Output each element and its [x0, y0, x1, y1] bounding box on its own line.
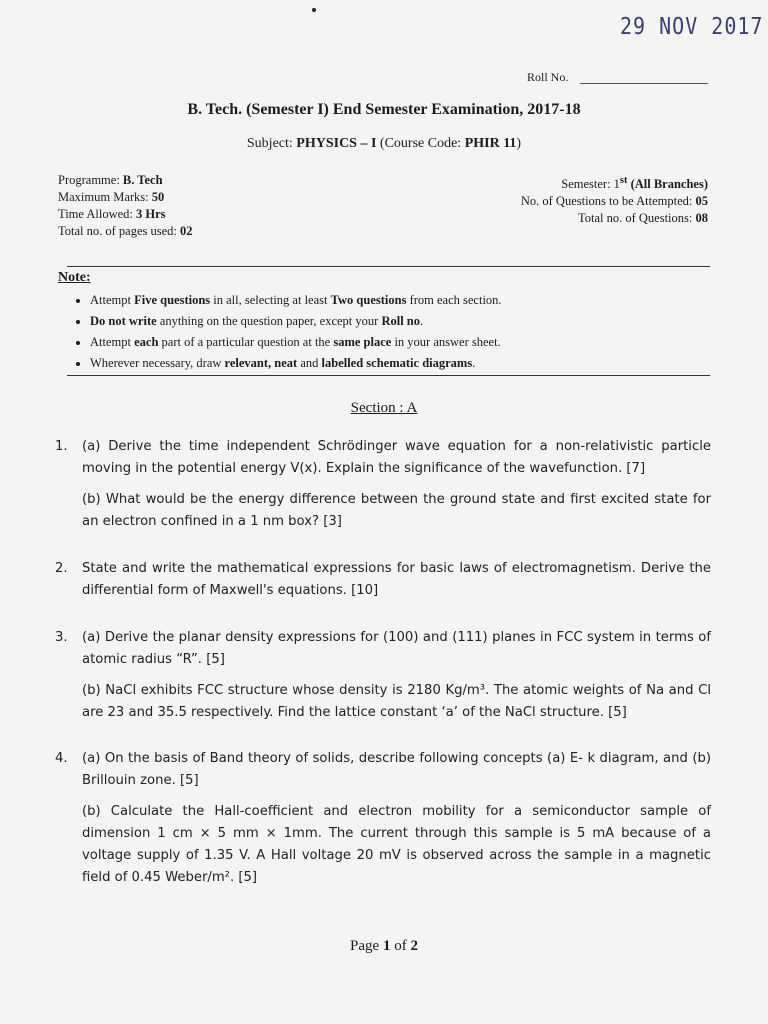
pages-used-label: Total no. of pages used:	[58, 224, 181, 238]
note-heading: Note:	[58, 270, 91, 285]
question-4	[55, 748, 711, 889]
course-code-suffix: )	[516, 136, 522, 151]
questions-to-attempt-value: 05	[695, 194, 708, 209]
section-heading: Section : A	[350, 400, 418, 416]
question-1	[55, 436, 711, 533]
question-3	[55, 627, 711, 724]
question-number: 1.	[55, 439, 68, 454]
question-number: 4.	[55, 751, 68, 766]
page-footer	[0, 938, 768, 955]
total-questions-row	[521, 210, 708, 227]
date-stamp: 29 NOV 2017	[620, 12, 764, 40]
note-bottom-rule	[67, 375, 710, 376]
question-part: State and write the mathematical expressions for basic laws of electromagnetism. Derive the differential form of Maxwell's equations. [10]	[82, 561, 711, 598]
max-marks-label: Maximum Marks:	[58, 190, 152, 204]
subject-label: Subject:	[246, 136, 297, 151]
question-part: (a) Derive the time independent Schrödinger wave equation for a non-relativistic particle moving in the potential energy V(x). Explain the significance of the wavefunction. [7]	[82, 439, 711, 476]
roll-number-line	[580, 83, 708, 84]
subject-name: PHYSICS – I	[296, 136, 377, 151]
question-part: (b) What would be the energy difference between the ground state and first excited state for an electron confined in a 1 nm box? [3]	[82, 492, 711, 529]
note-item: • Do not write anything on the question paper, except your Roll no.	[90, 311, 730, 332]
semester-label: Semester: 1	[561, 177, 620, 192]
note-list	[66, 290, 730, 374]
time-allowed-value: 3 Hrs	[136, 207, 166, 221]
semester-value: (All Branches)	[627, 177, 708, 192]
programme-label: Programme:	[58, 173, 123, 187]
pages-used-row	[58, 223, 193, 240]
exam-title: B. Tech. (Semester I) End Semester Examination, 2017-18	[187, 101, 581, 118]
semester-suffix: st	[619, 175, 628, 186]
exam-meta-right	[521, 172, 708, 227]
note-item: • Attempt each part of a particular question at the same place in your answer sheet.	[90, 332, 730, 353]
exam-meta-left	[58, 172, 193, 240]
footer-middle: of	[390, 938, 411, 954]
note-item: • Wherever necessary, draw relevant, neat and labelled schematic diagrams.	[90, 353, 730, 374]
pages-used-value: 02	[180, 224, 193, 238]
course-code-prefix: (Course Code:	[376, 136, 465, 151]
question-part: (b) NaCl exhibits FCC structure whose density is 2180 Kg/m³. The atomic weights of Na and Cl are 23 and 35.5 respectively. Find the lattice constant ‘a’ of the NaCl structure. [5]	[82, 683, 711, 720]
time-allowed-row	[58, 206, 193, 223]
subject-line	[0, 136, 768, 152]
total-questions-value: 08	[695, 211, 708, 226]
total-page-count: 2	[410, 938, 418, 954]
programme-row	[58, 172, 193, 189]
semester-row	[521, 172, 708, 193]
question-number: 2.	[55, 561, 68, 576]
programme-value: B. Tech	[122, 173, 163, 187]
question-part: (a) On the basis of Band theory of solids, describe following concepts (a) E- k diagram, and (b) Brillouin zone. [5]	[82, 751, 711, 788]
question-part: (b) Calculate the Hall-coefficient and electron mobility for a semiconductor sample of dimension 1 cm × 5 mm × 1mm. The current through this sample is 5 mA because of a voltage supply of 1.35 V. A Hall voltage 20 mV is observed across the sample in a magnetic field of 0.45 Weber/m². [5]	[82, 804, 711, 885]
scan-speck	[312, 8, 316, 12]
questions-to-attempt-label: No. of Questions to be Attempted:	[520, 194, 696, 209]
question-part: (a) Derive the planar density expressions for (100) and (111) planes in FCC system in terms of atomic radius “R”. [5]	[82, 630, 711, 667]
footer-prefix: Page	[350, 938, 383, 954]
total-questions-label: Total no. of Questions:	[577, 211, 696, 226]
note-top-rule	[67, 266, 710, 267]
note-item: • Attempt Five questions in all, selecting at least Two questions from each section.	[90, 290, 730, 311]
current-page-number: 1	[382, 938, 391, 954]
roll-number-label: Roll No.	[527, 70, 569, 84]
max-marks-row	[58, 189, 193, 206]
time-allowed-label: Time Allowed:	[58, 207, 137, 221]
question-2	[55, 558, 711, 602]
question-number: 3.	[55, 630, 68, 645]
max-marks-value: 50	[151, 190, 165, 204]
questions-to-attempt-row	[521, 193, 708, 210]
course-code: PHIR 11	[464, 136, 517, 151]
